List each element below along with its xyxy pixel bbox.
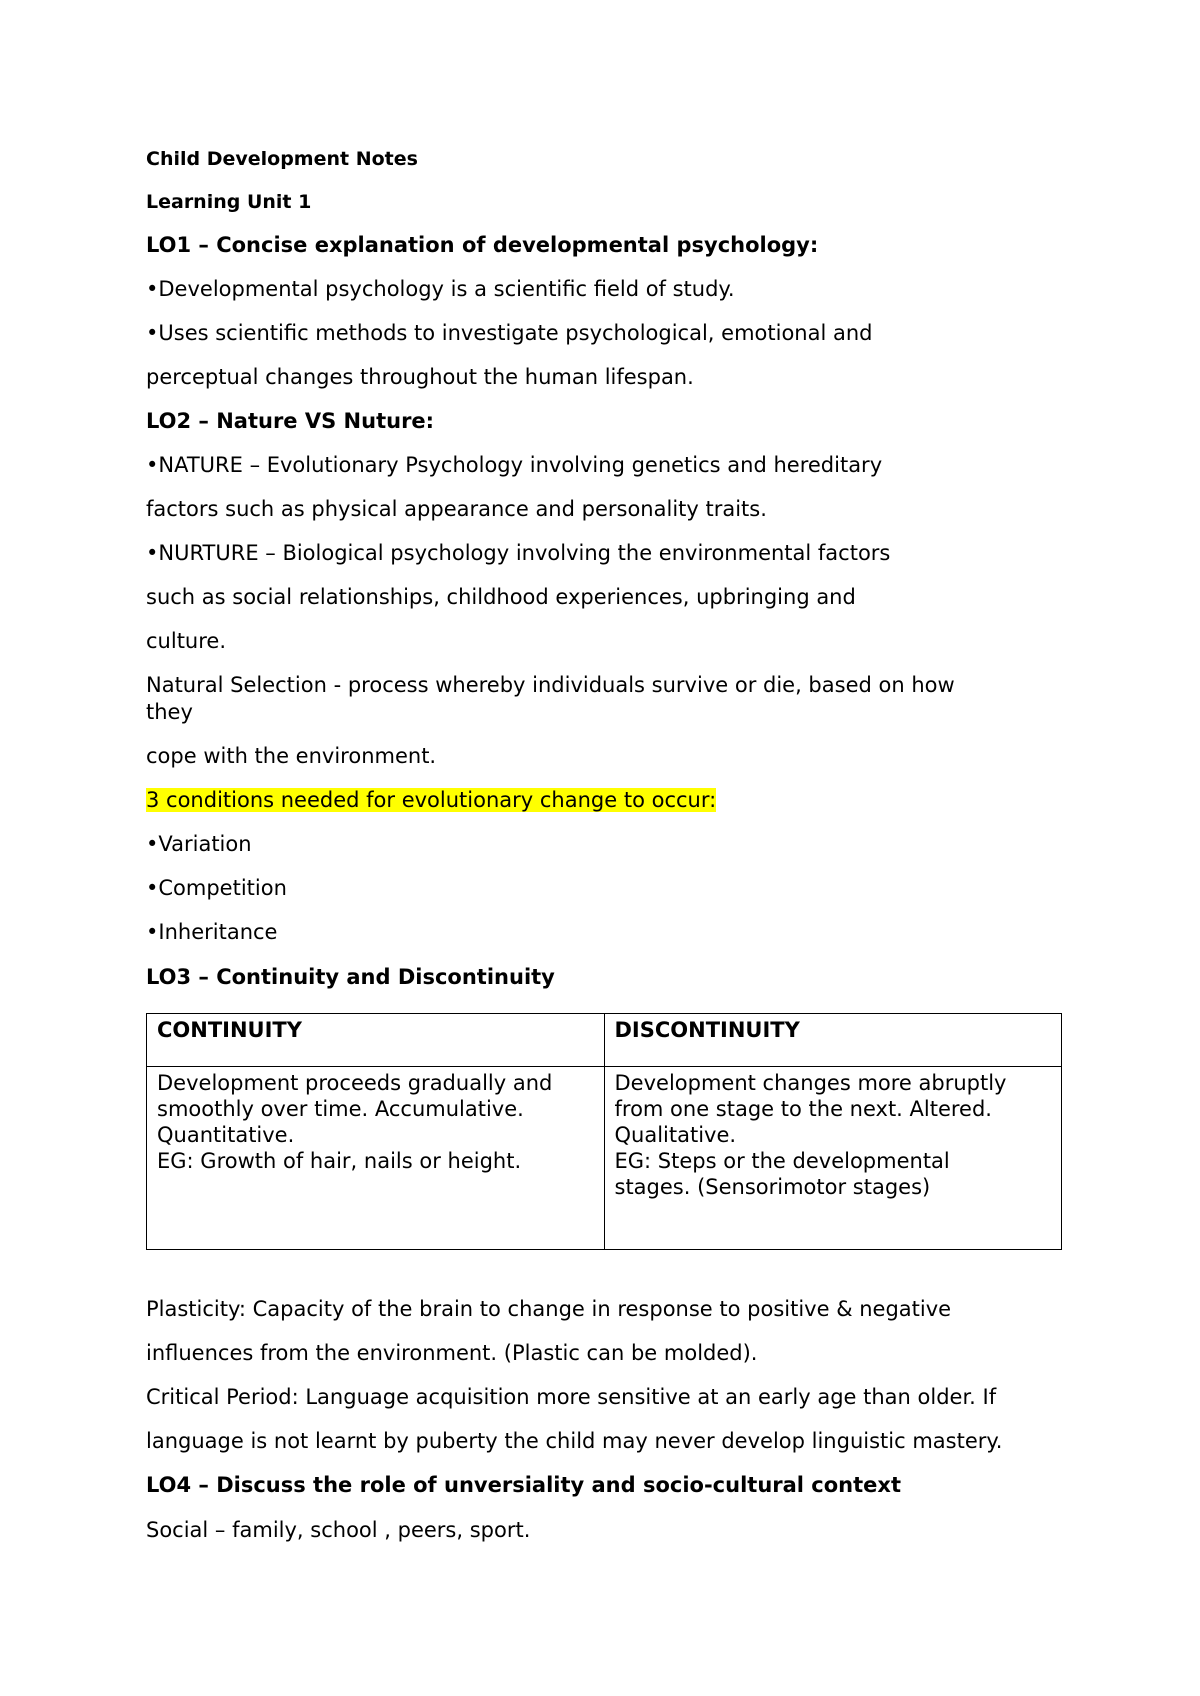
continuity-header: CONTINUITY: [147, 1014, 605, 1067]
lo2-line: such as social relationships, childhood experiences, upbringing and: [146, 585, 856, 609]
cell-line: EG: Steps or the developmental: [614, 1149, 950, 1173]
learning-unit-heading: Learning Unit 1: [146, 191, 312, 213]
critical-period-line: Critical Period: Language acquisition more sensitive at an early age than older. If: [146, 1385, 997, 1409]
lo4-line: Social – family, school , peers, sport.: [146, 1518, 531, 1542]
condition-item: •Inheritance: [146, 920, 278, 944]
table-row: [147, 1067, 1062, 1250]
natural-selection-line: they: [146, 700, 193, 724]
continuity-table: [146, 1013, 1062, 1250]
condition-item: •Competition: [146, 876, 287, 900]
lo2-line: •NATURE – Evolutionary Psychology involving genetics and hereditary: [146, 453, 883, 477]
lo2-line: culture.: [146, 629, 227, 653]
lo2-heading: LO2 – Nature VS Nuture:: [146, 409, 435, 433]
lo1-heading: LO1 – Concise explanation of developmental psychology:: [146, 233, 819, 257]
plasticity-line: influences from the environment. (Plastic can be molded).: [146, 1341, 758, 1365]
cell-line: smoothly over time. Accumulative.: [157, 1097, 524, 1121]
table-header-row: [147, 1014, 1062, 1067]
lo2-line: •NURTURE – Biological psychology involving the environmental factors: [146, 541, 891, 565]
cell-line: Quantitative.: [157, 1123, 295, 1147]
cell-line: Development proceeds gradually and: [157, 1071, 553, 1095]
discontinuity-header: DISCONTINUITY: [604, 1014, 1062, 1067]
critical-period-line: language is not learnt by puberty the child may never develop linguistic mastery.: [146, 1429, 1003, 1453]
natural-selection-line: cope with the environment.: [146, 744, 437, 768]
natural-selection-line: Natural Selection - process whereby individuals survive or die, based on how: [146, 673, 955, 697]
cell-line: stages. (Sensorimotor stages): [614, 1175, 931, 1199]
document-title: Child Development Notes: [146, 148, 418, 170]
lo1-line: •Uses scientific methods to investigate psychological, emotional and: [146, 321, 873, 345]
highlighted-conditions-heading: [146, 787, 716, 813]
cell-line: Development changes more abruptly: [614, 1071, 1007, 1095]
lo4-heading: LO4 – Discuss the role of unversiality and socio-cultural context: [146, 1473, 901, 1497]
lo3-heading: LO3 – Continuity and Discontinuity: [146, 965, 555, 989]
lo2-line: factors such as physical appearance and personality traits.: [146, 497, 767, 521]
cell-line: Qualitative.: [614, 1123, 737, 1147]
discontinuity-cell: [604, 1067, 1062, 1250]
highlight-text: 3 conditions needed for evolutionary change to occur:: [146, 788, 717, 812]
lo1-line: •Developmental psychology is a scientific field of study.: [146, 277, 735, 301]
condition-item: •Variation: [146, 832, 252, 856]
cell-line: from one stage to the next. Altered.: [614, 1097, 992, 1121]
lo1-line: perceptual changes throughout the human lifespan.: [146, 365, 694, 389]
plasticity-line: Plasticity: Capacity of the brain to change in response to positive & negative: [146, 1297, 952, 1321]
cell-line: EG: Growth of hair, nails or height.: [157, 1149, 522, 1173]
continuity-cell: [147, 1067, 605, 1250]
